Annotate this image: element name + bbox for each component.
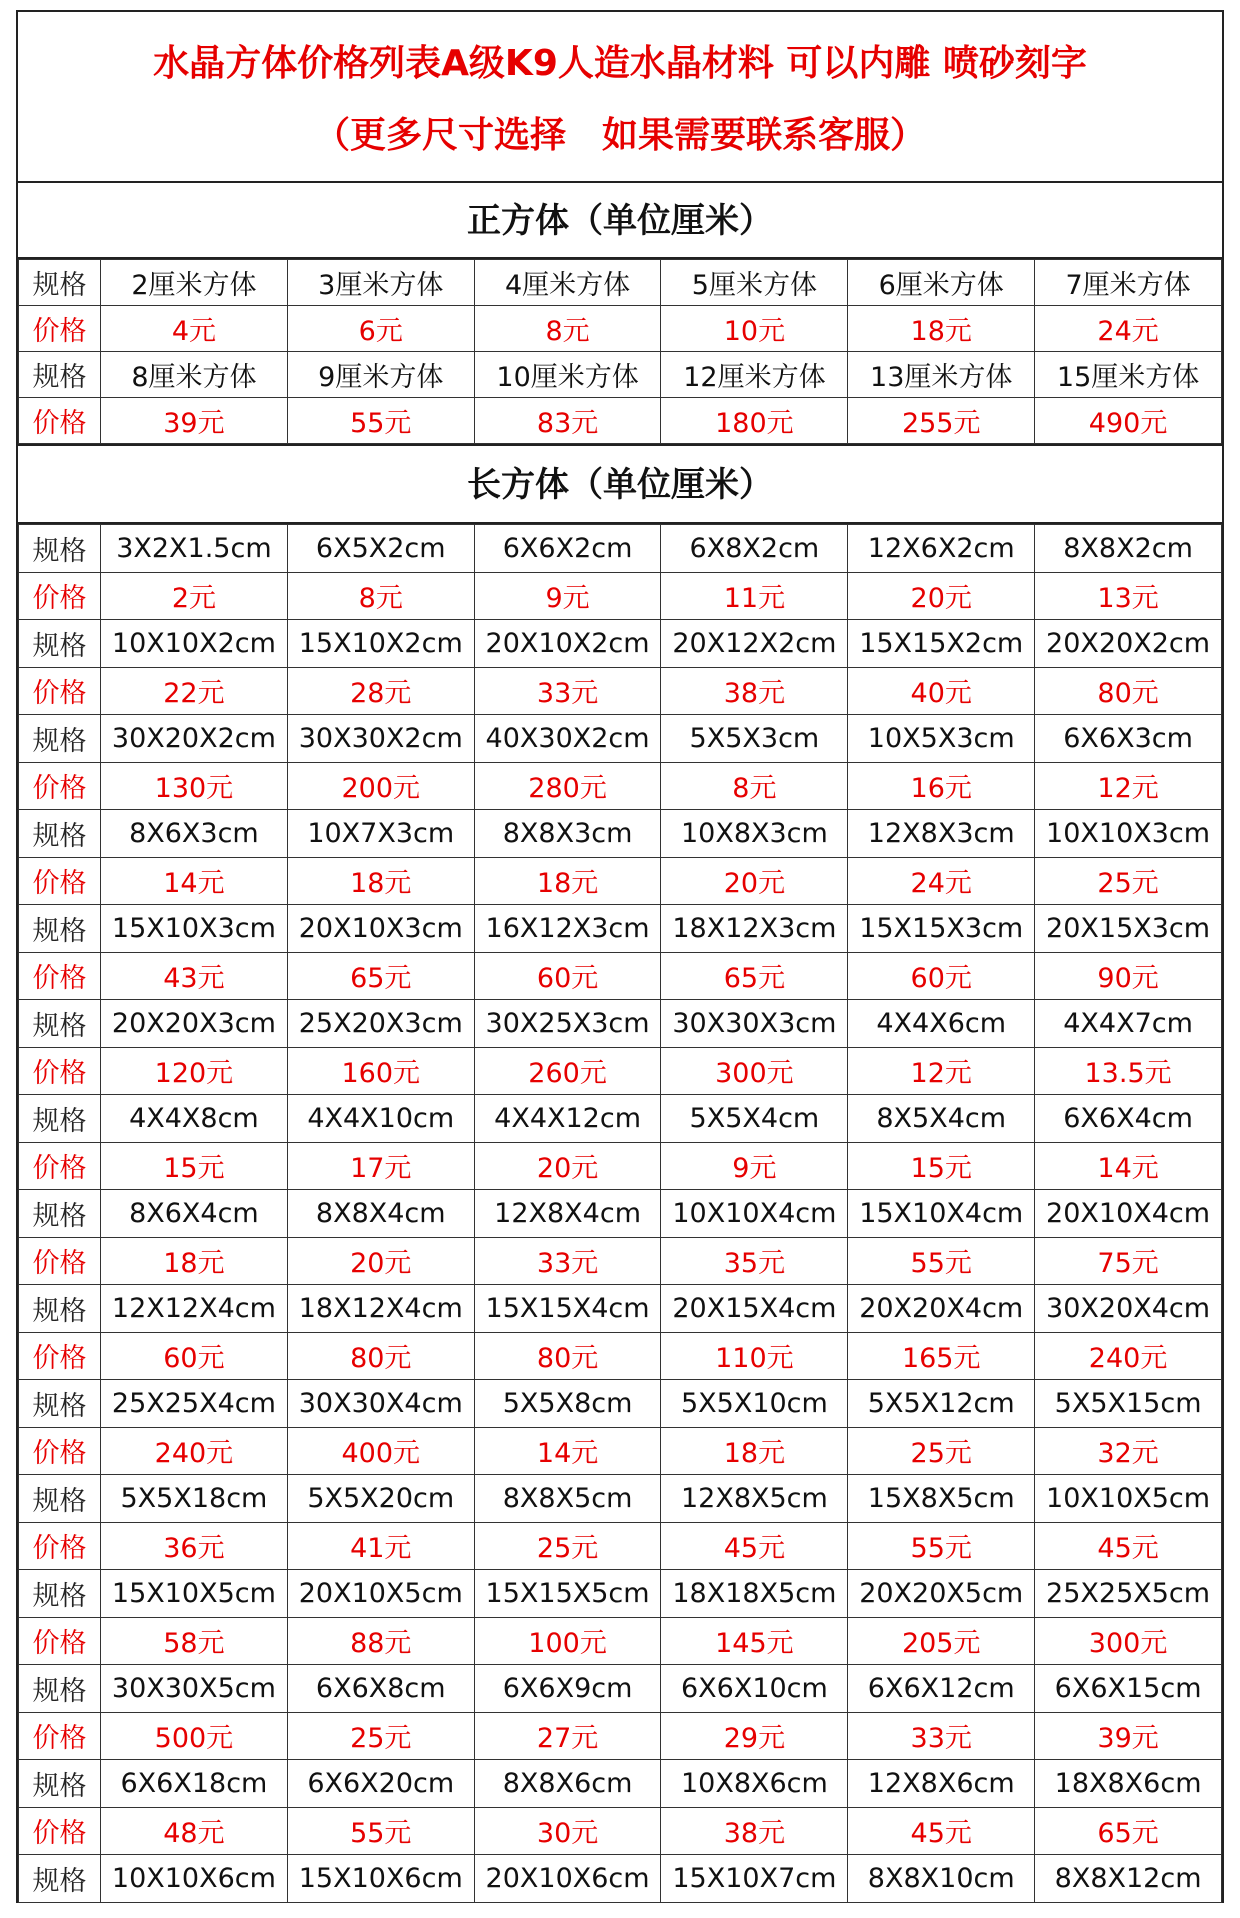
size-cell: 3X2X1.5cm <box>101 525 288 573</box>
price-label: 价格 <box>19 952 101 1000</box>
size-cell: 30X30X3cm <box>661 1000 848 1048</box>
price-cell: 33元 <box>474 667 661 715</box>
price-row <box>19 1807 1222 1855</box>
spec-row <box>19 1665 1222 1713</box>
size-cell: 15X10X5cm <box>101 1570 288 1618</box>
size-cell: 8X8X10cm <box>848 1855 1035 1903</box>
size-cell: 8X6X4cm <box>101 1190 288 1238</box>
price-cell: 20元 <box>848 572 1035 620</box>
size-cell: 8X6X3cm <box>101 810 288 858</box>
price-label: 价格 <box>19 1142 101 1190</box>
price-cell: 25元 <box>1035 857 1222 905</box>
price-cell: 65元 <box>661 952 848 1000</box>
price-label: 价格 <box>19 1332 101 1380</box>
price-cell: 200元 <box>287 762 474 810</box>
size-cell: 18X18X5cm <box>661 1570 848 1618</box>
cuboid-section-title: 长方体（单位厘米） <box>18 444 1222 524</box>
price-cell: 300元 <box>661 1047 848 1095</box>
size-cell: 10厘米方体 <box>474 352 661 398</box>
price-cell: 180元 <box>661 398 848 444</box>
size-cell: 20X12X2cm <box>661 620 848 668</box>
size-cell: 10X10X3cm <box>1035 810 1222 858</box>
price-label: 价格 <box>19 398 101 444</box>
price-cell: 55元 <box>848 1522 1035 1570</box>
size-cell: 25X20X3cm <box>287 1000 474 1048</box>
price-cell: 38元 <box>661 1807 848 1855</box>
price-cell: 43元 <box>101 952 288 1000</box>
spec-label: 规格 <box>19 1475 101 1523</box>
size-cell: 30X20X4cm <box>1035 1285 1222 1333</box>
price-row <box>19 398 1222 444</box>
size-cell: 12X12X4cm <box>101 1285 288 1333</box>
price-cell: 16元 <box>848 762 1035 810</box>
size-cell: 15X10X4cm <box>848 1190 1035 1238</box>
price-cell: 2元 <box>101 572 288 620</box>
price-cell: 18元 <box>474 857 661 905</box>
price-row <box>19 306 1222 352</box>
price-row <box>19 1712 1222 1760</box>
spec-label: 规格 <box>19 715 101 763</box>
size-cell: 20X20X3cm <box>101 1000 288 1048</box>
price-cell: 39元 <box>101 398 288 444</box>
spec-row <box>19 525 1222 573</box>
size-cell: 4X4X10cm <box>287 1095 474 1143</box>
size-cell: 20X10X6cm <box>474 1855 661 1903</box>
price-cell: 145元 <box>661 1617 848 1665</box>
price-cell: 12元 <box>848 1047 1035 1095</box>
price-cell: 14元 <box>474 1427 661 1475</box>
price-label: 价格 <box>19 1522 101 1570</box>
size-cell: 6X6X8cm <box>287 1665 474 1713</box>
spec-label: 规格 <box>19 620 101 668</box>
price-cell: 20元 <box>661 857 848 905</box>
size-cell: 6X6X3cm <box>1035 715 1222 763</box>
price-cell: 27元 <box>474 1712 661 1760</box>
size-cell: 6X6X4cm <box>1035 1095 1222 1143</box>
price-row <box>19 1047 1222 1095</box>
spec-row <box>19 1095 1222 1143</box>
size-cell: 3厘米方体 <box>287 260 474 306</box>
size-cell: 6X6X2cm <box>474 525 661 573</box>
size-cell: 8X8X4cm <box>287 1190 474 1238</box>
price-cell: 120元 <box>101 1047 288 1095</box>
size-cell: 10X10X5cm <box>1035 1475 1222 1523</box>
price-cell: 39元 <box>1035 1712 1222 1760</box>
price-cell: 60元 <box>474 952 661 1000</box>
price-cell: 55元 <box>848 1237 1035 1285</box>
price-row <box>19 762 1222 810</box>
spec-label: 规格 <box>19 352 101 398</box>
size-cell: 40X30X2cm <box>474 715 661 763</box>
price-cell: 13元 <box>1035 572 1222 620</box>
price-cell: 260元 <box>474 1047 661 1095</box>
price-cell: 14元 <box>1035 1142 1222 1190</box>
price-cell: 100元 <box>474 1617 661 1665</box>
price-cell: 33元 <box>474 1237 661 1285</box>
size-cell: 10X8X6cm <box>661 1760 848 1808</box>
size-cell: 6X6X18cm <box>101 1760 288 1808</box>
size-cell: 5厘米方体 <box>661 260 848 306</box>
price-cell: 28元 <box>287 667 474 715</box>
spec-label: 规格 <box>19 1665 101 1713</box>
price-row <box>19 1427 1222 1475</box>
size-cell: 4X4X12cm <box>474 1095 661 1143</box>
price-cell: 45元 <box>1035 1522 1222 1570</box>
price-cell: 25元 <box>848 1427 1035 1475</box>
size-cell: 4X4X6cm <box>848 1000 1035 1048</box>
price-cell: 18元 <box>101 1237 288 1285</box>
spec-label: 规格 <box>19 260 101 306</box>
price-cell: 15元 <box>848 1142 1035 1190</box>
price-label: 价格 <box>19 1807 101 1855</box>
price-cell: 41元 <box>287 1522 474 1570</box>
price-row <box>19 1522 1222 1570</box>
size-cell: 10X8X3cm <box>661 810 848 858</box>
size-cell: 15X8X5cm <box>848 1475 1035 1523</box>
size-cell: 2厘米方体 <box>101 260 288 306</box>
spec-row <box>19 352 1222 398</box>
price-cell: 35元 <box>661 1237 848 1285</box>
size-cell: 30X30X4cm <box>287 1380 474 1428</box>
size-cell: 5X5X20cm <box>287 1475 474 1523</box>
price-cell: 55元 <box>287 398 474 444</box>
price-cell: 38元 <box>661 667 848 715</box>
size-cell: 12厘米方体 <box>661 352 848 398</box>
size-cell: 8厘米方体 <box>101 352 288 398</box>
size-cell: 5X5X10cm <box>661 1380 848 1428</box>
sheet-header <box>18 12 1222 183</box>
size-cell: 6X6X12cm <box>848 1665 1035 1713</box>
spec-row <box>19 1475 1222 1523</box>
spec-label: 规格 <box>19 1855 101 1903</box>
price-cell: 280元 <box>474 762 661 810</box>
price-label: 价格 <box>19 857 101 905</box>
size-cell: 12X8X6cm <box>848 1760 1035 1808</box>
size-cell: 12X8X5cm <box>661 1475 848 1523</box>
size-cell: 8X5X4cm <box>848 1095 1035 1143</box>
price-label: 价格 <box>19 762 101 810</box>
size-cell: 20X10X5cm <box>287 1570 474 1618</box>
size-cell: 25X25X4cm <box>101 1380 288 1428</box>
size-cell: 10X5X3cm <box>848 715 1035 763</box>
size-cell: 5X5X4cm <box>661 1095 848 1143</box>
spec-label: 规格 <box>19 905 101 953</box>
size-cell: 13厘米方体 <box>848 352 1035 398</box>
spec-label: 规格 <box>19 1760 101 1808</box>
price-cell: 55元 <box>287 1807 474 1855</box>
size-cell: 15X10X3cm <box>101 905 288 953</box>
price-cell: 33元 <box>848 1712 1035 1760</box>
size-cell: 8X8X6cm <box>474 1760 661 1808</box>
price-cell: 24元 <box>1035 306 1222 352</box>
size-cell: 12X8X4cm <box>474 1190 661 1238</box>
price-cell: 18元 <box>661 1427 848 1475</box>
price-cell: 30元 <box>474 1807 661 1855</box>
size-cell: 20X10X3cm <box>287 905 474 953</box>
price-sheet <box>16 10 1224 1903</box>
size-cell: 18X12X3cm <box>661 905 848 953</box>
price-cell: 12元 <box>1035 762 1222 810</box>
price-cell: 300元 <box>1035 1617 1222 1665</box>
price-row <box>19 857 1222 905</box>
size-cell: 4X4X8cm <box>101 1095 288 1143</box>
size-cell: 25X25X5cm <box>1035 1570 1222 1618</box>
size-cell: 15X15X3cm <box>848 905 1035 953</box>
spec-label: 规格 <box>19 525 101 573</box>
spec-row <box>19 810 1222 858</box>
price-cell: 25元 <box>474 1522 661 1570</box>
spec-label: 规格 <box>19 1380 101 1428</box>
price-cell: 18元 <box>287 857 474 905</box>
price-cell: 29元 <box>661 1712 848 1760</box>
size-cell: 12X6X2cm <box>848 525 1035 573</box>
spec-row <box>19 1570 1222 1618</box>
spec-row <box>19 1285 1222 1333</box>
price-cell: 17元 <box>287 1142 474 1190</box>
price-cell: 65元 <box>1035 1807 1222 1855</box>
spec-row <box>19 620 1222 668</box>
price-cell: 500元 <box>101 1712 288 1760</box>
price-cell: 13.5元 <box>1035 1047 1222 1095</box>
size-cell: 8X8X3cm <box>474 810 661 858</box>
price-cell: 6元 <box>287 306 474 352</box>
spec-row <box>19 260 1222 306</box>
price-cell: 11元 <box>661 572 848 620</box>
price-label: 价格 <box>19 1047 101 1095</box>
spec-row <box>19 1760 1222 1808</box>
spec-row <box>19 1380 1222 1428</box>
size-cell: 30X30X2cm <box>287 715 474 763</box>
size-cell: 15X10X2cm <box>287 620 474 668</box>
spec-label: 规格 <box>19 1095 101 1143</box>
spec-row <box>19 1190 1222 1238</box>
price-row <box>19 1332 1222 1380</box>
size-cell: 10X10X4cm <box>661 1190 848 1238</box>
price-cell: 80元 <box>1035 667 1222 715</box>
price-cell: 24元 <box>848 857 1035 905</box>
price-cell: 48元 <box>101 1807 288 1855</box>
price-row <box>19 1142 1222 1190</box>
price-row <box>19 572 1222 620</box>
price-cell: 83元 <box>474 398 661 444</box>
price-cell: 255元 <box>848 398 1035 444</box>
size-cell: 12X8X3cm <box>848 810 1035 858</box>
price-cell: 20元 <box>287 1237 474 1285</box>
size-cell: 20X15X3cm <box>1035 905 1222 953</box>
size-cell: 5X5X12cm <box>848 1380 1035 1428</box>
price-cell: 8元 <box>661 762 848 810</box>
header-subtitle: （更多尺寸选择 如果需要联系客服） <box>313 115 926 156</box>
size-cell: 15X10X7cm <box>661 1855 848 1903</box>
cube-price-table <box>18 259 1222 444</box>
size-cell: 10X10X2cm <box>101 620 288 668</box>
price-cell: 60元 <box>848 952 1035 1000</box>
price-label: 价格 <box>19 1237 101 1285</box>
size-cell: 8X8X2cm <box>1035 525 1222 573</box>
price-cell: 32元 <box>1035 1427 1222 1475</box>
size-cell: 20X10X4cm <box>1035 1190 1222 1238</box>
size-cell: 4厘米方体 <box>474 260 661 306</box>
size-cell: 20X20X2cm <box>1035 620 1222 668</box>
price-label: 价格 <box>19 1712 101 1760</box>
price-cell: 45元 <box>661 1522 848 1570</box>
price-cell: 240元 <box>1035 1332 1222 1380</box>
price-cell: 80元 <box>287 1332 474 1380</box>
size-cell: 8X8X12cm <box>1035 1855 1222 1903</box>
price-cell: 4元 <box>101 306 288 352</box>
size-cell: 6X6X20cm <box>287 1760 474 1808</box>
spec-label: 规格 <box>19 1570 101 1618</box>
price-row <box>19 1617 1222 1665</box>
size-cell: 10X10X6cm <box>101 1855 288 1903</box>
price-label: 价格 <box>19 306 101 352</box>
price-cell: 10元 <box>661 306 848 352</box>
spec-row <box>19 715 1222 763</box>
price-cell: 8元 <box>287 572 474 620</box>
price-cell: 160元 <box>287 1047 474 1095</box>
size-cell: 6X8X2cm <box>661 525 848 573</box>
price-cell: 20元 <box>474 1142 661 1190</box>
size-cell: 30X25X3cm <box>474 1000 661 1048</box>
size-cell: 6X5X2cm <box>287 525 474 573</box>
size-cell: 18X8X6cm <box>1035 1760 1222 1808</box>
spec-row <box>19 1000 1222 1048</box>
price-cell: 110元 <box>661 1332 848 1380</box>
price-cell: 22元 <box>101 667 288 715</box>
spec-label: 规格 <box>19 1000 101 1048</box>
size-cell: 8X8X5cm <box>474 1475 661 1523</box>
spec-row <box>19 905 1222 953</box>
size-cell: 6X6X10cm <box>661 1665 848 1713</box>
price-row <box>19 952 1222 1000</box>
price-cell: 80元 <box>474 1332 661 1380</box>
price-cell: 14元 <box>101 857 288 905</box>
size-cell: 20X15X4cm <box>661 1285 848 1333</box>
price-cell: 9元 <box>661 1142 848 1190</box>
price-cell: 25元 <box>287 1712 474 1760</box>
spec-label: 规格 <box>19 1285 101 1333</box>
price-row <box>19 667 1222 715</box>
price-cell: 240元 <box>101 1427 288 1475</box>
size-cell: 6厘米方体 <box>848 260 1035 306</box>
size-cell: 30X20X2cm <box>101 715 288 763</box>
size-cell: 5X5X15cm <box>1035 1380 1222 1428</box>
spec-label: 规格 <box>19 1190 101 1238</box>
size-cell: 20X20X5cm <box>848 1570 1035 1618</box>
size-cell: 6X6X9cm <box>474 1665 661 1713</box>
price-cell: 15元 <box>101 1142 288 1190</box>
price-cell: 130元 <box>101 762 288 810</box>
price-cell: 75元 <box>1035 1237 1222 1285</box>
price-cell: 88元 <box>287 1617 474 1665</box>
size-cell: 7厘米方体 <box>1035 260 1222 306</box>
price-label: 价格 <box>19 572 101 620</box>
size-cell: 5X5X8cm <box>474 1380 661 1428</box>
cuboid-price-table <box>18 524 1222 1903</box>
spec-row <box>19 1855 1222 1903</box>
size-cell: 15X15X4cm <box>474 1285 661 1333</box>
size-cell: 15厘米方体 <box>1035 352 1222 398</box>
size-cell: 20X10X2cm <box>474 620 661 668</box>
price-cell: 36元 <box>101 1522 288 1570</box>
size-cell: 4X4X7cm <box>1035 1000 1222 1048</box>
price-label: 价格 <box>19 1427 101 1475</box>
size-cell: 15X15X2cm <box>848 620 1035 668</box>
price-cell: 9元 <box>474 572 661 620</box>
size-cell: 9厘米方体 <box>287 352 474 398</box>
size-cell: 10X7X3cm <box>287 810 474 858</box>
price-cell: 90元 <box>1035 952 1222 1000</box>
size-cell: 15X10X6cm <box>287 1855 474 1903</box>
price-cell: 58元 <box>101 1617 288 1665</box>
price-cell: 45元 <box>848 1807 1035 1855</box>
price-cell: 65元 <box>287 952 474 1000</box>
price-cell: 400元 <box>287 1427 474 1475</box>
price-cell: 18元 <box>848 306 1035 352</box>
price-cell: 165元 <box>848 1332 1035 1380</box>
price-label: 价格 <box>19 1617 101 1665</box>
size-cell: 20X20X4cm <box>848 1285 1035 1333</box>
size-cell: 18X12X4cm <box>287 1285 474 1333</box>
price-label: 价格 <box>19 667 101 715</box>
spec-label: 规格 <box>19 810 101 858</box>
price-cell: 490元 <box>1035 398 1222 444</box>
price-cell: 205元 <box>848 1617 1035 1665</box>
size-cell: 5X5X18cm <box>101 1475 288 1523</box>
cube-section-title: 正方体（单位厘米） <box>18 183 1222 259</box>
price-cell: 8元 <box>474 306 661 352</box>
size-cell: 6X6X15cm <box>1035 1665 1222 1713</box>
price-row <box>19 1237 1222 1285</box>
header-title: 水晶方体价格列表A级K9人造水晶材料 可以内雕 喷砂刻字 <box>153 43 1087 84</box>
size-cell: 16X12X3cm <box>474 905 661 953</box>
size-cell: 30X30X5cm <box>101 1665 288 1713</box>
price-cell: 60元 <box>101 1332 288 1380</box>
size-cell: 5X5X3cm <box>661 715 848 763</box>
price-cell: 40元 <box>848 667 1035 715</box>
size-cell: 15X15X5cm <box>474 1570 661 1618</box>
